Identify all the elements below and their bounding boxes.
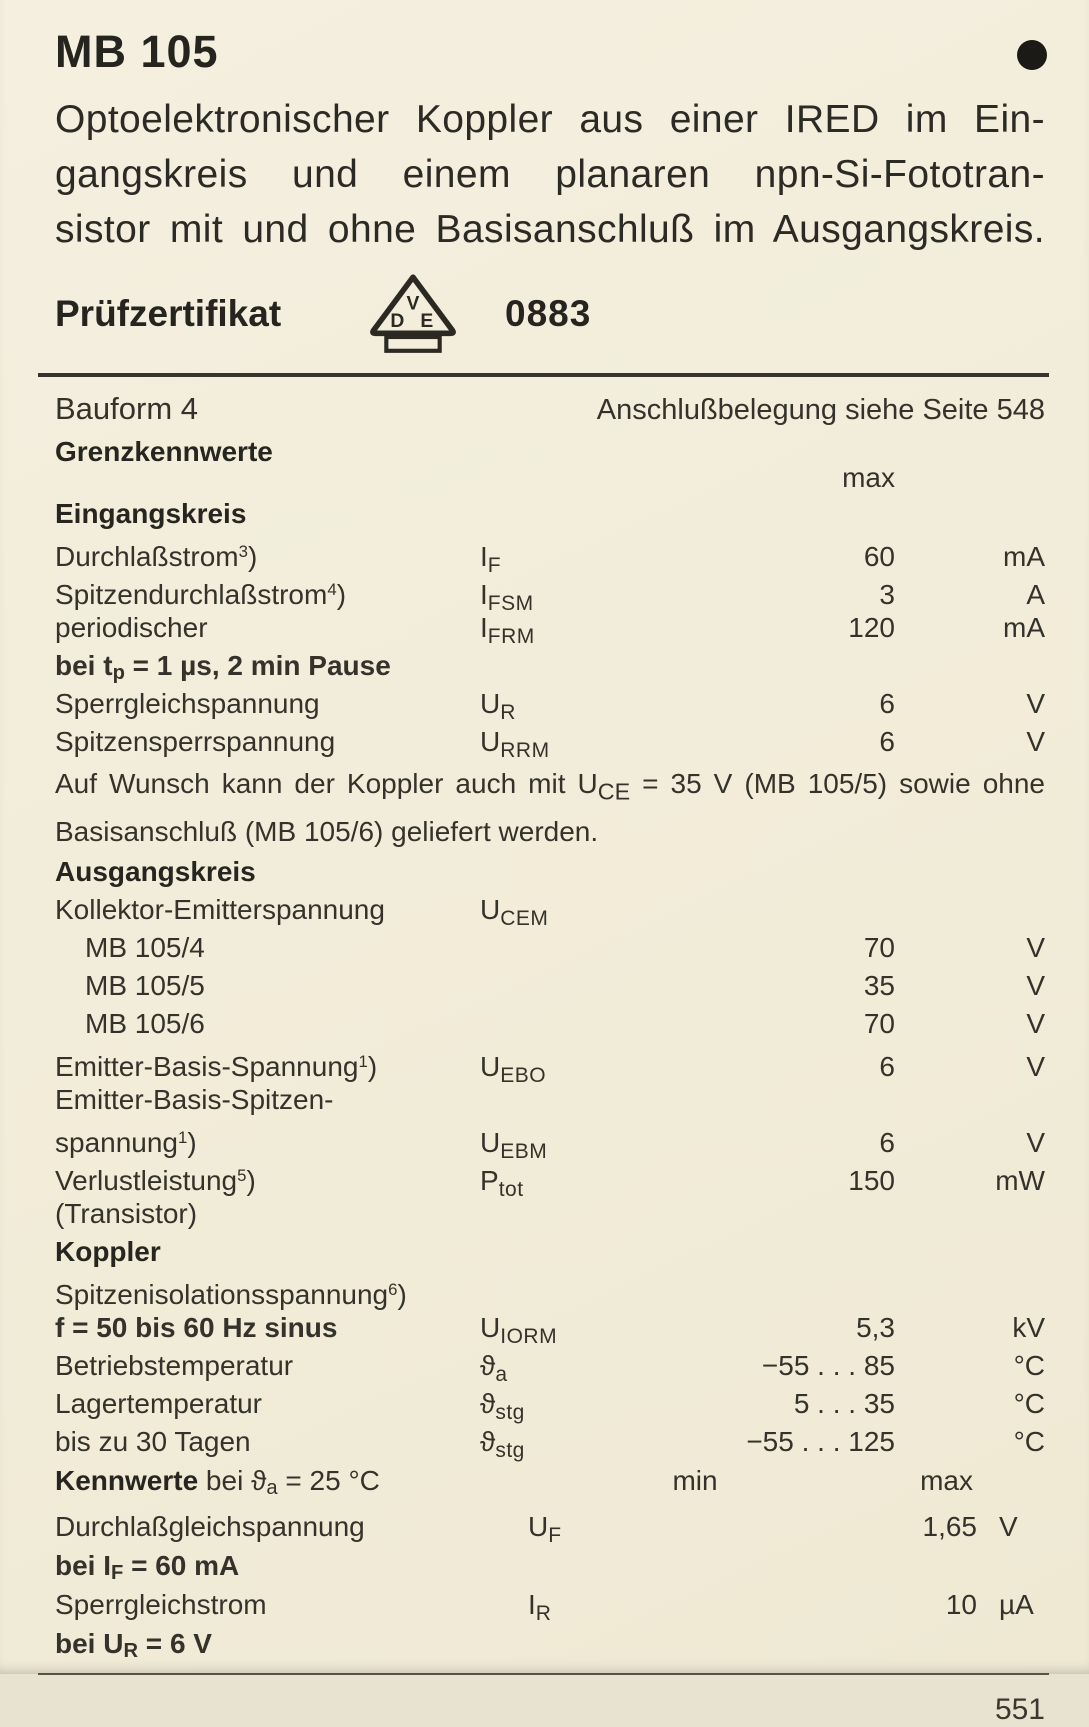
row-label: Kollektor-Emitterspannung xyxy=(55,893,385,925)
row-label: Spitzendurchlaßstrom$^4$) xyxy=(55,579,347,611)
table-row xyxy=(55,685,1045,723)
print-mark-dot-icon xyxy=(1017,40,1047,70)
column-header-max: max xyxy=(842,462,895,493)
row-symbol: $ϑ_a$ xyxy=(480,1349,508,1386)
row-label: Betriebstemperatur xyxy=(55,1349,294,1381)
cert-number: 0883 xyxy=(505,293,592,334)
row-symbol: $I_{FSM}$ xyxy=(480,579,534,616)
row-value: 6 xyxy=(879,1126,895,1158)
row-label: Emitter-Basis-Spannung$^1$) xyxy=(55,1050,378,1082)
row-label: MB 105/5 xyxy=(85,969,205,1001)
vde-letter-d: D xyxy=(390,310,405,332)
vde-triangle-logo-icon xyxy=(367,273,459,355)
top-divider xyxy=(38,373,1049,377)
page-number: 551 xyxy=(994,1692,1045,1726)
row-symbol: $ϑ_{stg}$ xyxy=(480,1425,525,1462)
row-label: Emitter-Basis-Spitzen- xyxy=(55,1083,334,1115)
row-unit: °C xyxy=(1013,1425,1045,1457)
row-max-value: 10 xyxy=(945,1588,977,1620)
table-row xyxy=(55,571,1045,616)
bauform-label: Bauform 4 xyxy=(55,391,199,426)
row-label: spannung$^1$) xyxy=(55,1126,197,1158)
row-unit: mA xyxy=(1003,612,1045,643)
kennwerte-heading: Kennwerte bei $ϑ_a = 25$ °C xyxy=(55,1464,380,1499)
row-symbol: $U_{EBM}$ xyxy=(480,1126,548,1163)
row-unit: A xyxy=(1026,579,1045,611)
table-row xyxy=(55,1423,1045,1461)
row-symbol: $I_R$ xyxy=(528,1588,552,1625)
note-line: Auf Wunsch kann der Koppler auch mit $U_{CE} = 35$ V (MB 105/5) sowie ohne xyxy=(55,768,1045,805)
row-symbol: $ϑ_{stg}$ xyxy=(480,1387,525,1424)
row-symbol: $I_{FRM}$ xyxy=(480,612,535,648)
row-value: 70 xyxy=(863,1007,895,1039)
row-unit: V xyxy=(1026,931,1045,963)
row-label: Verlustleistung$^5$) xyxy=(55,1164,256,1196)
row-symbol: $I_F$ xyxy=(480,541,502,578)
row-label: MB 105/6 xyxy=(85,1007,205,1039)
section-heading-coupler: Koppler xyxy=(55,1235,161,1267)
row-label: (Transistor) xyxy=(55,1197,198,1229)
table-row xyxy=(55,1507,1045,1546)
footnote-ref: 4 xyxy=(327,580,337,599)
row-unit: V xyxy=(1026,1050,1045,1082)
table-row xyxy=(55,1119,1045,1163)
table-row xyxy=(55,1309,1045,1347)
row-label: Lagertemperatur xyxy=(55,1387,263,1419)
row-unit: V xyxy=(1026,1007,1045,1039)
section-heading-input: Eingangskreis xyxy=(55,498,247,529)
row-label: Spitzensperrspannung xyxy=(55,726,336,757)
row-condition: bei $U_R = 6$ V xyxy=(55,1627,212,1662)
row-unit: mA xyxy=(1003,541,1045,573)
row-value: 150 xyxy=(848,1164,895,1196)
row-value: −55 . . . 85 xyxy=(761,1349,895,1381)
row-unit: °C xyxy=(1013,1349,1045,1381)
row-label: MB 105/4 xyxy=(85,931,205,963)
footnote-ref: 6 xyxy=(388,1279,398,1299)
row-value: 6 xyxy=(879,1050,895,1082)
row-unit: V xyxy=(1026,688,1045,719)
row-unit: V xyxy=(1026,969,1045,1001)
description-line: gangskreis und einem planaren npn-Si-Fototran- xyxy=(55,153,1045,196)
table-row xyxy=(55,967,1045,1005)
row-value: 60 xyxy=(863,541,895,573)
table-row xyxy=(55,1385,1045,1423)
row-unit: V xyxy=(999,1510,1018,1542)
section-heading-output: Ausgangskreis xyxy=(55,855,256,887)
row-unit: V xyxy=(1026,726,1045,757)
table-row xyxy=(55,1271,1045,1309)
row-condition: bei $t_p = 1$ µs, 2 min Pause xyxy=(55,650,391,685)
limits-heading: Grenzkennwerte xyxy=(55,436,273,467)
row-label: Sperrgleichspannung xyxy=(55,688,320,719)
ratings-table xyxy=(55,385,1045,1663)
row-value: 5,3 xyxy=(856,1311,895,1343)
row-value: 5 . . . 35 xyxy=(793,1387,895,1419)
row-symbol: $U_F$ xyxy=(528,1510,562,1547)
row-label: Durchlaßstrom$^3$) xyxy=(55,541,258,573)
row-unit: mW xyxy=(995,1164,1045,1196)
certificate-row xyxy=(55,271,1045,357)
device-description xyxy=(55,92,1045,257)
row-unit: µA xyxy=(999,1588,1034,1620)
pin-assignment-note: Anschlußbelegung siehe Seite 548 xyxy=(596,394,1045,426)
table-row xyxy=(55,1157,1045,1201)
table-row xyxy=(55,1585,1045,1624)
row-unit: °C xyxy=(1013,1387,1045,1419)
row-symbol: $P_{tot}$ xyxy=(480,1164,524,1201)
description-line: sistor mit und ohne Basisanschluß im Ausgangskreis. xyxy=(55,208,1045,251)
table-row xyxy=(55,609,1045,647)
option-note xyxy=(55,764,1045,852)
row-symbol: $U_{RRM}$ xyxy=(480,726,550,762)
row-value: 35 xyxy=(863,969,895,1001)
row-unit: V xyxy=(1026,1126,1045,1158)
table-row xyxy=(55,533,1045,578)
row-value: 6 xyxy=(879,688,895,719)
vde-letter-e: E xyxy=(420,310,434,332)
column-header-max: max xyxy=(920,1464,973,1496)
column-header-min: min xyxy=(672,1464,718,1496)
row-value: 3 xyxy=(879,579,895,611)
note-line: Basisanschluß (MB 105/6) geliefert werden. xyxy=(55,815,599,847)
cert-label: Prüfzertifikat xyxy=(55,293,282,334)
footnote-ref: 1 xyxy=(178,1127,188,1147)
footnote-ref: 5 xyxy=(237,1165,247,1185)
vde-letter-v: V xyxy=(406,293,420,315)
row-symbol: $U_{CEM}$ xyxy=(480,893,549,930)
footnote-ref: 1 xyxy=(358,1051,368,1071)
footnote-ref: 3 xyxy=(238,542,248,561)
table-row xyxy=(55,1347,1045,1385)
row-value: 120 xyxy=(848,612,895,643)
row-symbol: $U_{EBO}$ xyxy=(480,1050,547,1087)
table-row xyxy=(55,1005,1045,1043)
table-row xyxy=(55,1043,1045,1087)
row-value: 70 xyxy=(863,931,895,963)
row-label: Durchlaßgleichspannung xyxy=(55,1510,365,1542)
row-max-value: 1,65 xyxy=(922,1510,977,1542)
row-value: 6 xyxy=(879,726,895,757)
limits-header-row xyxy=(55,433,1045,495)
bottom-divider xyxy=(38,1673,1049,1675)
row-condition: bei $I_F = 60$ mA xyxy=(55,1549,240,1584)
description-line: Optoelektronischer Koppler aus einer IRED im Ein- xyxy=(55,98,1045,141)
row-label: Sperrgleichstrom xyxy=(55,1588,267,1620)
row-symbol: $U_{IORM}$ xyxy=(480,1311,558,1348)
table-row xyxy=(55,723,1045,761)
row-label: bis zu 30 Tagen xyxy=(55,1425,251,1457)
table-row xyxy=(55,891,1045,929)
row-unit: kV xyxy=(1012,1311,1045,1343)
row-label: f = 50 bis 60 Hz sinus xyxy=(55,1311,338,1343)
row-label: periodischer xyxy=(55,612,208,643)
row-symbol: $U_R$ xyxy=(480,688,516,724)
page-title: MB 105 xyxy=(55,26,219,77)
bauform-row xyxy=(55,385,1045,433)
row-label: Spitzenisolationsspannung$^6$) xyxy=(55,1278,407,1310)
row-value: −55 . . . 125 xyxy=(746,1425,895,1457)
